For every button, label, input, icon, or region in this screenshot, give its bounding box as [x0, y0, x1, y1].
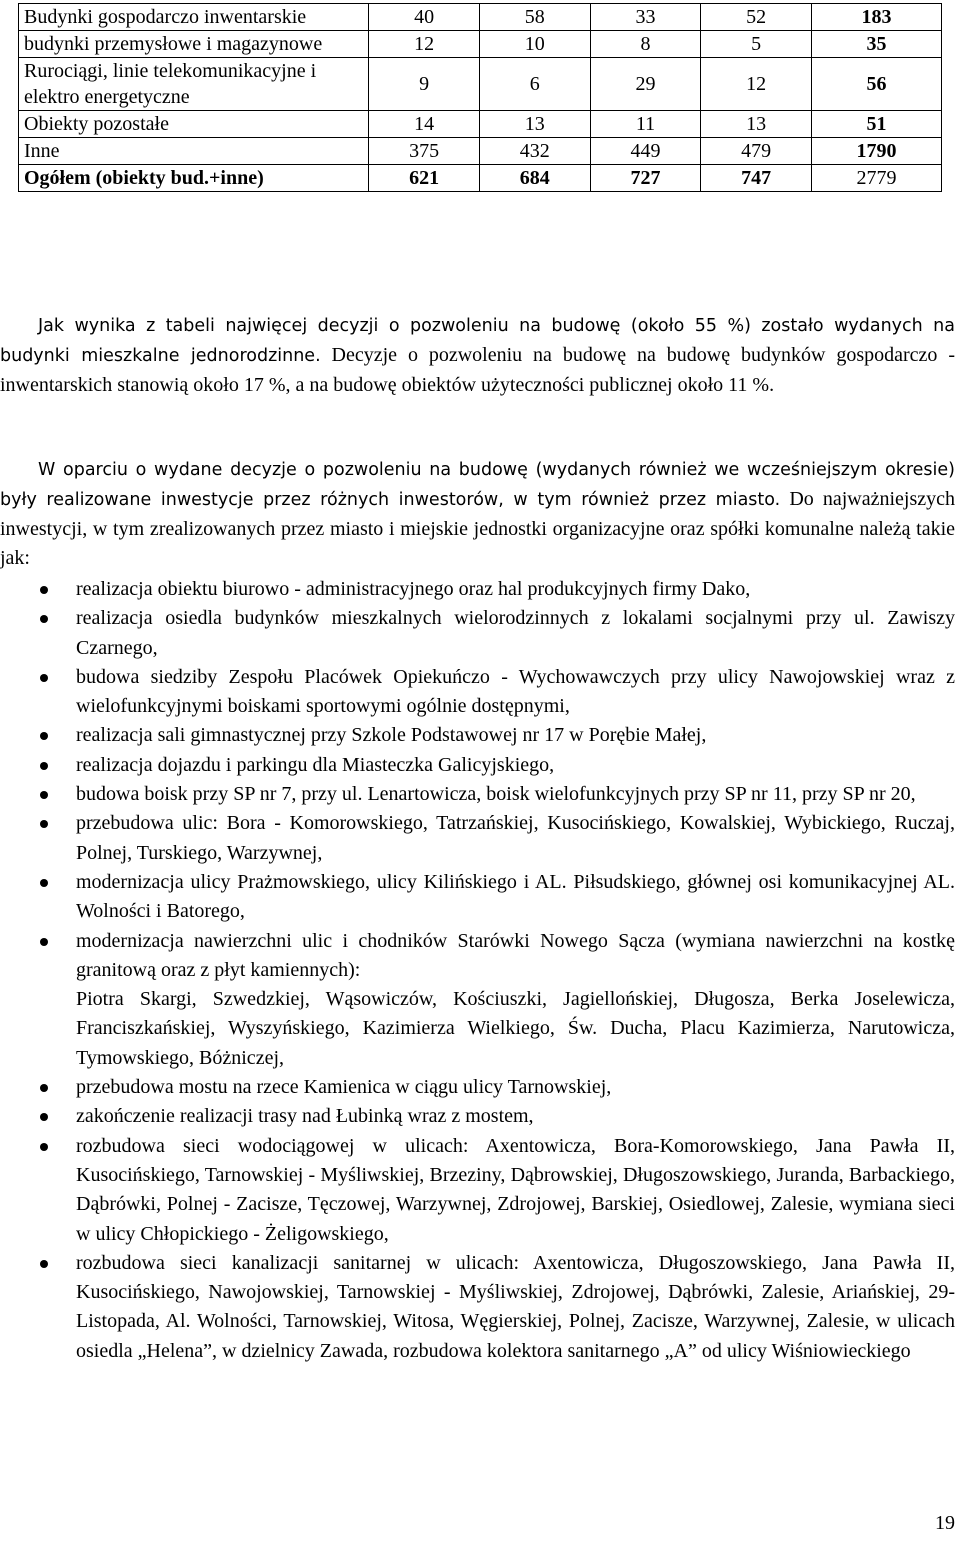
list-item-text: Piotra Skargi, Szwedzkiej, Wąsowiczów, Kościuszki, Jagiellońskiej, Długosza, Berka Joselewicza, Franciszkańskiej, Wyszyńskiego, Kazimierza Wielkiego, Św. Ducha, Placu Kazimierza, Narutowicza, Tymowskiego, Bóżniczej,: [76, 988, 955, 1069]
cell-value: 13: [479, 111, 590, 138]
row-label: Rurociągi, linie telekomunikacyjne i elektro energetyczne: [19, 58, 369, 111]
list-item: [0, 809, 955, 868]
cell-value: 621: [369, 165, 480, 192]
cell-value: 33: [590, 4, 701, 31]
cell-value: 40: [369, 4, 480, 31]
list-item: [0, 575, 955, 604]
cell-value: 58: [479, 4, 590, 31]
list-item-text: budowa boisk przy SP nr 7, przy ul. Lenartowicza, boisk wielofunkcyjnych przy SP nr 11, przy SP nr 20,: [76, 783, 916, 806]
cell-value: 14: [369, 111, 480, 138]
table-row: [19, 58, 942, 111]
row-total: 1790: [811, 138, 941, 165]
bullet-icon: [40, 1113, 48, 1121]
row-label: Obiekty pozostałe: [19, 111, 369, 138]
bullet-icon: [40, 762, 48, 770]
list-item: [0, 663, 955, 722]
list-item-text: realizacja dojazdu i parkingu dla Miasteczka Galicyjskiego,: [76, 753, 555, 776]
cell-value: 5: [701, 31, 812, 58]
cell-value: 12: [701, 58, 812, 111]
bullet-icon: [40, 791, 48, 799]
bullet-icon: [40, 1260, 48, 1268]
list-item: [0, 751, 955, 780]
decisions-table: [18, 3, 942, 192]
row-total: 35: [811, 31, 941, 58]
bullet-icon: [40, 586, 48, 594]
list-item: [0, 604, 955, 663]
paragraph-investments: [0, 455, 955, 573]
list-item: [0, 1073, 955, 1102]
list-item-text: realizacja osiedla budynków mieszkalnych wielorodzinnych z lokalami socjalnymi przy ul. Zawiszy Czarnego,: [76, 607, 955, 659]
bullet-icon: [40, 879, 48, 887]
bullet-icon: [40, 938, 48, 946]
row-total: 2779: [811, 165, 941, 192]
cell-value: 449: [590, 138, 701, 165]
bullet-icon: [40, 615, 48, 623]
cell-value: 684: [479, 165, 590, 192]
table-row: [19, 111, 942, 138]
list-item-text: rozbudowa sieci wodociągowej w ulicach: Axentowicza, Bora-Komorowskiego, Jana Pawła II, Kusocińskiego, Tarnowskiej - Myśliwskiej, Brzeziny, Dąbrowskiej, Długoszowskiego, Juranda, Barbackiego, Dąbrówki, Polnej - Zacisze, Tęczowej, Warzywnej, Zdrojowej, Barskiej, Osiedlowej, Zalesie, wymiana sieci w ulicy Chłopickiego - Żeligowskiego,: [76, 1134, 955, 1245]
bullet-icon: [40, 674, 48, 682]
cell-value: 375: [369, 138, 480, 165]
cell-value: 12: [369, 31, 480, 58]
cell-value: 727: [590, 165, 701, 192]
cell-value: 479: [701, 138, 812, 165]
paragraph-summary-serif: Decyzje o pozwoleniu na budowę na budowę budynków gospodarczo - inwentarskich stanowią około 17 %, a na budowę obiektów użyteczności publicznej około 11 %.: [0, 344, 955, 396]
list-item-text: przebudowa mostu na rzece Kamienica w ciągu ulicy Tarnowskiej,: [76, 1076, 612, 1099]
cell-value: 9: [369, 58, 480, 111]
list-item: [0, 985, 955, 1073]
bullet-icon: [40, 1143, 48, 1151]
cell-value: 11: [590, 111, 701, 138]
cell-value: 29: [590, 58, 701, 111]
cell-value: 432: [479, 138, 590, 165]
list-item: [0, 721, 955, 750]
list-item-text: budowa siedziby Zespołu Placówek Opiekuńczo - Wychowawczych przy ulicy Nawojowskiej wraz z wielofunkcyjnymi boiskami sportowymi ogólnie dostępnymi,: [76, 665, 955, 718]
paragraph-investments-sans: W oparciu o wydane decyzje o pozwoleniu na budowę (wydanych również we wcześniejszym okresie) były realizowane inwestycje przez różnych inwestorów, w tym również przez miasto.: [0, 460, 955, 510]
bullet-icon: [40, 820, 48, 828]
list-item: [0, 868, 955, 927]
list-item-text: przebudowa ulic: Bora - Komorowskiego, Tatrzańskiej, Kusocińskiego, Kowalskiej, Wybickiego, Ruczaj, Polnej, Turskiego, Warzywnej,: [76, 812, 955, 864]
cell-value: 6: [479, 58, 590, 111]
list-item: [0, 1102, 955, 1131]
table-row: [19, 138, 942, 165]
list-item-text: zakończenie realizacji trasy nad Łubinką wraz z mostem,: [76, 1105, 534, 1128]
page-number: 19: [935, 1512, 955, 1534]
row-label: Inne: [19, 138, 369, 165]
cell-value: 8: [590, 31, 701, 58]
cell-value: 13: [701, 111, 812, 138]
row-total: 51: [811, 111, 941, 138]
cell-value: 10: [479, 31, 590, 58]
paragraph-summary-sans: Jak wynika z tabeli najwięcej decyzji o pozwoleniu na budowę (około 55 %) zostało wydanych na budynki mieszkalne jednorodzinne.: [0, 316, 955, 366]
table-row: [19, 165, 942, 192]
list-item: [0, 1132, 955, 1249]
row-label: Budynki gospodarczo inwentarskie: [19, 4, 369, 31]
bullet-icon: [40, 732, 48, 740]
cell-value: 52: [701, 4, 812, 31]
bullet-icon: [40, 1084, 48, 1092]
investments-list: [0, 575, 955, 1366]
list-item-text: modernizacja nawierzchni ulic i chodników Starówki Nowego Sącza (wymiana nawierzchni na kostkę granitową oraz z płyt kamiennych):: [76, 929, 955, 981]
list-item: [0, 780, 955, 809]
table-row: [19, 31, 942, 58]
table-row: [19, 4, 942, 31]
row-label: budynki przemysłowe i magazynowe: [19, 31, 369, 58]
row-total: 56: [811, 58, 941, 111]
list-item-text: rozbudowa sieci kanalizacji sanitarnej w ulicach: Axentowicza, Długoszowskiego, Jana Pawła II, Kusocińskiego, Nawojowskiej, Tarnowskiej - Myśliwskiej, Zdrojowej, Dąbrówki, Zalesie, Ariańskiej, 29-Listopada, Al. Wolności, Tarnowskiej, Witosa, Węgierskiej, Polnej, Zacisze, Warzywnej, Zalesie, w ulicach osiedla „Helena”, w dzielnicy Zawada, rozbudowa kolektora sanitarnego „A” od ulicy Wiśniowieckiego: [76, 1251, 955, 1362]
list-item: [0, 927, 955, 986]
row-total: 183: [811, 4, 941, 31]
cell-value: 747: [701, 165, 812, 192]
paragraph-investments-serif: Do najważniejszych inwestycji, w tym zrealizowanych przez miasto i miejskie jednostki organizacyjne oraz spółki komunalne należą takie jak:: [0, 488, 955, 569]
list-item-text: realizacja obiektu biurowo - administracyjnego oraz hal produkcyjnych firmy Dako,: [76, 578, 751, 600]
list-item-text: realizacja sali gimnastycznej przy Szkole Podstawowej nr 17 w Porębie Małej,: [76, 724, 707, 747]
row-label: Ogółem (obiekty bud.+inne): [19, 165, 369, 192]
list-item-text: modernizacja ulicy Prażmowskiego, ulicy Kilińskiego i AL. Piłsudskiego, głównej osi komunikacyjnej AL. Wolności i Batorego,: [76, 870, 955, 923]
list-item: [0, 1249, 955, 1366]
paragraph-summary: [0, 311, 955, 400]
